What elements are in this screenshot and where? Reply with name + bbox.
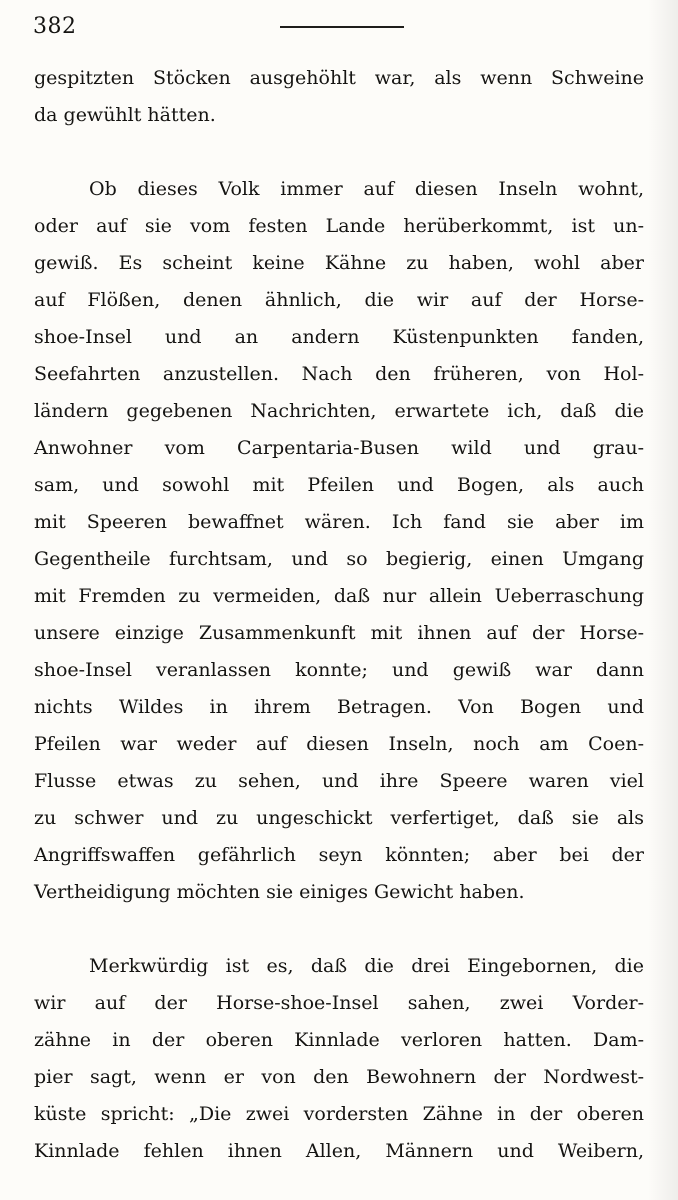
text-line: nichts Wildes in ihrem Betragen. Von Bogen und	[34, 696, 644, 718]
paragraph	[34, 948, 644, 1170]
text-line: gespitzten Stöcken ausgehöhlt war, als wenn Schweine	[34, 67, 644, 89]
text-line: Ob dieses Volk immer auf diesen Inseln wohnt,	[89, 178, 644, 200]
text-line: ländern gegebenen Nachrichten, erwartete ich, daß die	[34, 400, 644, 422]
text-line: mit Fremden zu vermeiden, daß nur allein Ueberraschung	[34, 585, 644, 607]
text-line: unsere einzige Zusammenkunft mit ihnen auf der Horse-	[34, 622, 644, 644]
text-line: zu schwer und zu ungeschickt verfertiget, daß sie als	[34, 807, 644, 829]
text-line: pier sagt, wenn er von den Bewohnern der Nordwest-	[34, 1066, 644, 1088]
text-line: mit Speeren bewaffnet wären. Ich fand sie aber im	[34, 511, 644, 533]
text-line: Anwohner vom Carpentaria-Busen wild und grau-	[34, 437, 644, 459]
text-line: wir auf der Horse-shoe-Insel sahen, zwei Vorder-	[34, 992, 644, 1014]
text-line: Kinnlade fehlen ihnen Allen, Männern und Weibern,	[34, 1140, 644, 1162]
text-line: da gewühlt hätten.	[34, 104, 216, 126]
text-line: gewiß. Es scheint keine Kähne zu haben, wohl aber	[34, 252, 644, 274]
text-line: Vertheidigung möchten sie einiges Gewicht haben.	[34, 881, 525, 903]
text-line: Pfeilen war weder auf diesen Inseln, noch am Coen-	[34, 733, 644, 755]
text-line: shoe-Insel und an andern Küstenpunkten fanden,	[34, 326, 644, 348]
paragraph-gap	[34, 134, 644, 171]
text-line: küste spricht: „Die zwei vordersten Zähne in der oberen	[34, 1103, 644, 1125]
paragraph	[34, 171, 644, 911]
text-line: Flusse etwas zu sehen, und ihre Speere waren viel	[34, 770, 644, 792]
text-line: zähne in der oberen Kinnlade verloren hatten. Dam-	[34, 1029, 644, 1051]
page-edge-shadow	[648, 0, 678, 1200]
text-line: oder auf sie vom festen Lande herüberkommt, ist un-	[34, 215, 644, 237]
paragraph	[34, 60, 644, 134]
body-text	[34, 60, 644, 1170]
text-line: Seefahrten anzustellen. Nach den früheren, von Hol-	[34, 363, 644, 385]
text-line: sam, und sowohl mit Pfeilen und Bogen, als auch	[34, 474, 644, 496]
header-rule	[280, 26, 404, 28]
text-line: Gegentheile furchtsam, und so begierig, einen Umgang	[34, 548, 644, 570]
paragraph-gap	[34, 911, 644, 948]
text-line: auf Flößen, denen ähnlich, die wir auf der Horse-	[34, 289, 644, 311]
page-number: 382	[33, 14, 77, 39]
text-line: Angriffswaffen gefährlich seyn könnten; aber bei der	[34, 844, 644, 866]
text-line: Merkwürdig ist es, daß die drei Eingebornen, die	[89, 955, 644, 977]
text-line: shoe-Insel veranlassen konnte; und gewiß war dann	[34, 659, 644, 681]
